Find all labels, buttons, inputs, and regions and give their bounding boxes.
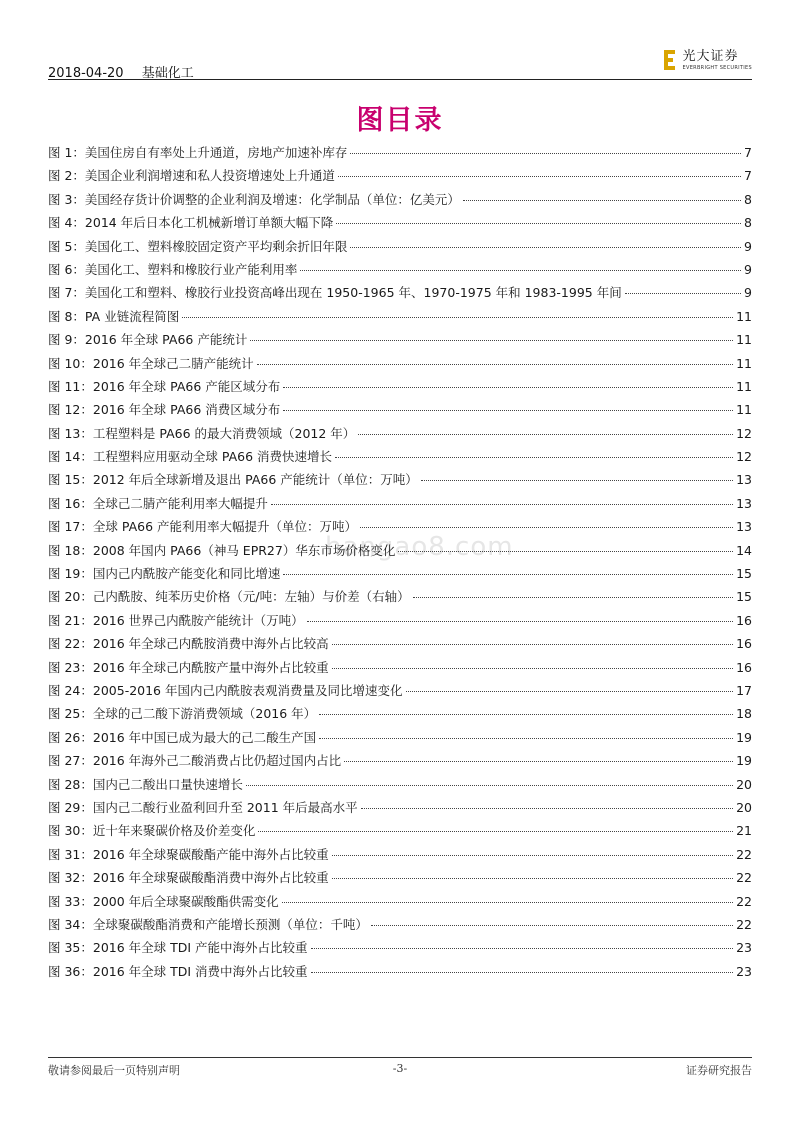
toc-entry-page: 14 [736, 542, 752, 558]
toc-entry[interactable] [48, 377, 752, 400]
toc-entry-page: 13 [736, 519, 752, 535]
toc-entry-title: 图 6：美国化工、塑料和橡胶行业产能利用率 [48, 261, 298, 277]
toc-entry-title: 图 21：2016 世界己内酰胺产能统计（万吨） [48, 612, 304, 628]
toc-dot-leader [335, 457, 733, 458]
toc-entry-title: 图 9：2016 年全球 PA66 产能统计 [48, 332, 248, 348]
toc-dot-leader [398, 551, 733, 552]
toc-entry-page: 11 [736, 332, 752, 348]
toc-entry-page: 15 [736, 566, 752, 582]
footer-disclaimer: 敬请参阅最后一页特别声明 [48, 1064, 180, 1077]
toc-entry-page: 22 [736, 916, 752, 932]
toc-entry-title: 图 34：全球聚碳酸酯消费和产能增长预测（单位：千吨） [48, 916, 368, 932]
toc-entry-page: 9 [744, 285, 752, 301]
toc-entry[interactable] [48, 704, 752, 727]
toc-entry-page: 9 [744, 261, 752, 277]
toc-dot-leader [319, 738, 733, 739]
report-section: 基础化工 [141, 66, 194, 81]
figure-list [48, 143, 752, 985]
everbright-logo [663, 48, 752, 72]
toc-entry-title: 图 29：国内己二酸行业盈利回升至 2011 年后最高水平 [48, 799, 358, 815]
header-divider [48, 79, 752, 80]
toc-dot-leader [182, 317, 733, 318]
toc-entry[interactable] [48, 447, 752, 470]
toc-entry[interactable] [48, 307, 752, 330]
logo-english-name: EVERBRIGHT SECURITIES [682, 64, 752, 71]
toc-dot-leader [358, 434, 733, 435]
toc-entry-page: 8 [744, 191, 752, 207]
toc-entry-title: 图 5：美国化工、塑料橡胶固定资产平均剩余折旧年限 [48, 238, 348, 254]
toc-dot-leader [311, 972, 734, 973]
toc-entry[interactable] [48, 424, 752, 447]
toc-entry-title: 图 36：2016 年全球 TDI 消费中海外占比较重 [48, 963, 308, 979]
page-title: 图目录 [356, 105, 444, 136]
toc-entry-title: 图 19：国内己内酰胺产能变化和同比增速 [48, 566, 281, 582]
toc-entry-title: 图 22：2016 年全球己内酰胺消费中海外占比较高 [48, 636, 329, 652]
toc-entry-title: 图 17：全球 PA66 产能利用率大幅提升（单位：万吨） [48, 519, 358, 535]
footer-divider [48, 1057, 752, 1058]
toc-entry[interactable] [48, 587, 752, 610]
toc-entry[interactable] [48, 143, 752, 166]
toc-dot-leader [413, 597, 734, 598]
toc-entry[interactable] [48, 751, 752, 774]
toc-entry-title: 图 8：PA 业链流程简图 [48, 308, 180, 324]
toc-entry[interactable] [48, 213, 752, 236]
toc-entry-title: 图 11：2016 年全球 PA66 产能区域分布 [48, 378, 281, 394]
toc-entry-title: 图 25：全球的己二酸下游消费领域（2016 年） [48, 706, 317, 722]
toc-entry[interactable] [48, 681, 752, 704]
toc-entry[interactable] [48, 354, 752, 377]
toc-entry-title: 图 16：全球己二腈产能利用率大幅提升 [48, 495, 268, 511]
toc-entry-page: 17 [736, 682, 752, 698]
watermark: hangao8.com [325, 532, 514, 562]
toc-entry[interactable] [48, 658, 752, 681]
toc-dot-leader [250, 340, 733, 341]
toc-entry-page: 13 [736, 495, 752, 511]
toc-entry[interactable] [48, 821, 752, 844]
toc-entry-title: 图 1：美国住房自有率处上升通道，房地产加速补库存 [48, 145, 348, 160]
toc-entry-title: 图 7：美国化工和塑料、橡胶行业投资高峰出现在 1950-1965 年、1970-1975 年和 1983-1995 年间 [48, 285, 622, 301]
toc-entry-page: 20 [736, 799, 752, 815]
toc-entry-title: 图 20：己内酰胺、纯苯历史价格（元/吨：左轴）与价差（右轴） [48, 589, 410, 605]
toc-dot-leader [246, 785, 733, 786]
toc-entry-title: 图 14：工程塑料应用驱动全球 PA66 消费快速增长 [48, 449, 333, 465]
toc-entry[interactable] [48, 283, 752, 306]
toc-entry[interactable] [48, 190, 752, 213]
toc-dot-leader [344, 761, 733, 762]
toc-entry[interactable] [48, 541, 752, 564]
toc-dot-leader [258, 831, 733, 832]
toc-entry[interactable] [48, 166, 752, 189]
toc-entry-title: 图 24：2005-2016 年国内己内酰胺表观消费量及同比增速变化 [48, 682, 403, 698]
toc-dot-leader [350, 153, 741, 154]
toc-entry[interactable] [48, 728, 752, 751]
toc-entry[interactable] [48, 237, 752, 260]
page-footer [48, 1062, 752, 1078]
toc-entry[interactable] [48, 938, 752, 961]
toc-entry-page: 9 [744, 238, 752, 254]
toc-entry-title: 图 18：2008 年国内 PA66（神马 EPR27）华东市场价格变化 [48, 542, 396, 558]
toc-entry-page: 15 [736, 589, 752, 605]
toc-entry-title: 图 3：美国经存货计价调整的企业利润及增速：化学制品（单位：亿美元） [48, 191, 460, 207]
toc-entry[interactable] [48, 330, 752, 353]
toc-entry[interactable] [48, 634, 752, 657]
toc-entry[interactable] [48, 775, 752, 798]
toc-dot-leader [332, 878, 733, 879]
toc-entry-page: 22 [736, 893, 752, 909]
toc-entry-title: 图 15：2012 年后全球新增及退出 PA66 产能统计（单位：万吨） [48, 472, 418, 488]
toc-entry-page: 20 [736, 776, 752, 792]
toc-entry-page: 11 [736, 355, 752, 371]
toc-entry-title: 图 28：国内己二酸出口量快速增长 [48, 776, 243, 792]
toc-entry-page: 11 [736, 308, 752, 324]
toc-dot-leader [350, 247, 741, 248]
toc-dot-leader [332, 644, 733, 645]
toc-entry-page: 16 [736, 612, 752, 628]
toc-entry-page: 16 [736, 636, 752, 652]
toc-dot-leader [332, 668, 733, 669]
toc-dot-leader [283, 387, 733, 388]
toc-entry-page: 12 [736, 449, 752, 465]
toc-dot-leader [360, 527, 733, 528]
toc-dot-leader [283, 410, 733, 411]
toc-dot-leader [406, 691, 734, 692]
toc-entry-title: 图 35：2016 年全球 TDI 产能中海外占比较重 [48, 940, 308, 956]
toc-entry-page: 7 [744, 168, 752, 184]
toc-entry-page: 7 [744, 145, 752, 160]
report-date: 2018-04-20 [48, 66, 124, 81]
toc-dot-leader [463, 200, 741, 201]
toc-dot-leader [625, 293, 741, 294]
toc-entry-page: 8 [744, 215, 752, 231]
toc-entry-page: 12 [736, 425, 752, 441]
toc-entry[interactable] [48, 962, 752, 985]
toc-dot-leader [300, 270, 741, 271]
toc-dot-leader [257, 364, 733, 365]
toc-entry-page: 18 [736, 706, 752, 722]
toc-entry-title: 图 26：2016 年中国已成为最大的己二酸生产国 [48, 729, 317, 745]
toc-entry-title: 图 27：2016 年海外己二酸消费占比仍超过国内占比 [48, 753, 342, 769]
toc-entry[interactable] [48, 892, 752, 915]
toc-entry-title: 图 30：近十年来聚碳价格及价差变化 [48, 823, 256, 839]
toc-dot-leader [361, 808, 733, 809]
toc-dot-leader [283, 574, 733, 575]
toc-entry-page: 23 [736, 940, 752, 956]
footer-report-type: 证券研究报告 [686, 1064, 752, 1077]
toc-entry[interactable] [48, 798, 752, 821]
page-number: -3- [392, 1062, 408, 1075]
toc-dot-leader [332, 855, 733, 856]
toc-dot-leader [282, 902, 733, 903]
toc-dot-leader [307, 621, 733, 622]
toc-entry[interactable] [48, 494, 752, 517]
toc-dot-leader [311, 948, 734, 949]
toc-entry-title: 图 10：2016 年全球己二腈产能统计 [48, 355, 254, 371]
toc-entry-title: 图 4：2014 年后日本化工机械新增订单额大幅下降 [48, 215, 334, 231]
toc-entry-title: 图 31：2016 年全球聚碳酸酯产能中海外占比较重 [48, 846, 329, 862]
toc-entry-page: 16 [736, 659, 752, 675]
toc-entry-page: 11 [736, 402, 752, 418]
toc-entry-page: 23 [736, 963, 752, 979]
toc-dot-leader [421, 480, 733, 481]
toc-entry[interactable] [48, 611, 752, 634]
toc-entry[interactable] [48, 517, 752, 540]
toc-dot-leader [336, 223, 741, 224]
toc-entry-title: 图 32：2016 年全球聚碳酸酯消费中海外占比较重 [48, 870, 329, 886]
toc-entry[interactable] [48, 564, 752, 587]
toc-entry-page: 19 [736, 729, 752, 745]
toc-entry-page: 19 [736, 753, 752, 769]
toc-entry[interactable] [48, 470, 752, 493]
toc-dot-leader [338, 176, 741, 177]
toc-entry-title: 图 23：2016 年全球己内酰胺产量中海外占比较重 [48, 659, 329, 675]
toc-entry-title: 图 33：2000 年后全球聚碳酸酯供需变化 [48, 893, 279, 909]
logo-chinese-name: 光大证券 [682, 48, 739, 64]
toc-entry-page: 22 [736, 870, 752, 886]
toc-entry-title: 图 13：工程塑料是 PA66 的最大消费领域（2012 年） [48, 425, 356, 441]
toc-entry[interactable] [48, 400, 752, 423]
toc-entry[interactable] [48, 260, 752, 283]
toc-entry-page: 21 [736, 823, 752, 839]
toc-dot-leader [271, 504, 733, 505]
toc-entry-page: 22 [736, 846, 752, 862]
toc-entry-page: 11 [736, 378, 752, 394]
toc-entry-title: 图 12：2016 年全球 PA66 消费区域分布 [48, 402, 281, 418]
logo-mark-icon [663, 48, 677, 72]
toc-dot-leader [319, 714, 733, 715]
toc-entry-title: 图 2：美国企业利润增速和私人投资增速处上升通道 [48, 168, 335, 184]
toc-entry[interactable] [48, 845, 752, 868]
toc-dot-leader [371, 925, 733, 926]
toc-entry-page: 13 [736, 472, 752, 488]
toc-entry[interactable] [48, 915, 752, 938]
toc-entry[interactable] [48, 868, 752, 891]
